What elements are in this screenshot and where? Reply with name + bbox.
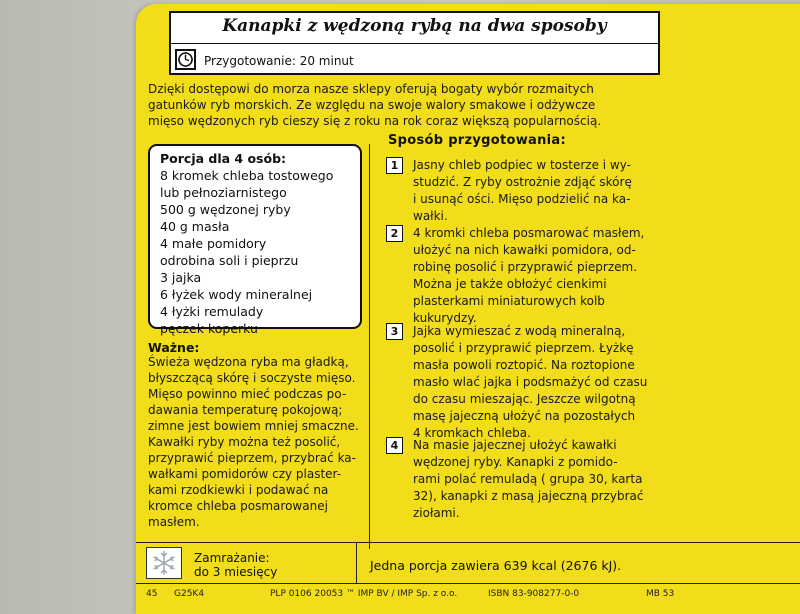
card-code: G25K4 (174, 589, 205, 599)
important-title: Ważne: (148, 340, 200, 355)
step-line: 4 kromki chleba posmarować masłem, (413, 226, 645, 240)
prep-time: Przygotowanie: 20 minut (204, 54, 354, 68)
intro-paragraph (148, 81, 648, 129)
step-number: 3 (386, 323, 403, 340)
step-text (413, 225, 653, 327)
isbn-line: ISBN 83-908277-0-0 (488, 589, 580, 599)
ingredient-item: pęczek koperku (160, 321, 258, 336)
ingredient-item: 4 małe pomidory (160, 236, 267, 251)
step-number: 4 (386, 437, 403, 454)
intro-line: Dzięki dostępowi do morza nasze sklepy oferują bogaty wybór rozmaitych (148, 82, 594, 96)
page-number: 45 (146, 589, 158, 599)
important-line: kami rzodkiewki i podawać na (148, 483, 329, 497)
step-line: Jajka wymieszać z wodą mineralną, (413, 324, 626, 338)
important-line: Kawałki ryby można też posolić, (148, 435, 341, 449)
ingredients-list (160, 167, 360, 337)
step-line: masła powoli roztopić. Na roztopione (413, 358, 635, 372)
ingredient-item: 40 g masła (160, 219, 230, 234)
ingredient-item: odrobina soli i pieprzu (160, 253, 299, 268)
recipe-card (136, 4, 800, 614)
important-line: błyszczącą skórę i soczyste mięso. (148, 371, 356, 385)
freezing-duration: do 3 miesięcy (194, 565, 278, 579)
ingredient-item: 3 jajka (160, 270, 202, 285)
column-divider (369, 144, 370, 549)
important-line: zimne jest bowiem mniej smaczne. (148, 419, 359, 433)
intro-line: mięso wędzonych ryb cieszy się z roku na rok coraz większą popularnością. (148, 114, 602, 128)
important-line: masłem. (148, 515, 200, 529)
step-line: i usunąć ości. Mięso podzielić na ka- (413, 192, 631, 206)
method-title: Sposób przygotowania: (388, 133, 567, 148)
ingredient-item: 4 łyżki remulady (160, 304, 264, 319)
footer-bar (136, 542, 800, 584)
step-line: rami polać remuladą ( grupa 30, karta (413, 472, 643, 486)
ingredient-item: lub pełnoziarnistego (160, 185, 287, 200)
step-line: 32), kanapki z masą jajeczną przybrać (413, 489, 644, 503)
snowflake-icon (146, 547, 182, 579)
freezing-info (194, 551, 277, 579)
important-line: wałkami pomidorów czy plaster- (148, 467, 342, 481)
step-line: plasterkami miniaturowych kolb (413, 294, 605, 308)
portion-calories: Jedna porcja zawiera 639 kcal (2676 kJ). (370, 558, 622, 573)
publisher-line: PLP 0106 20053 ™ IMP BV / IMP Sp. z o.o. (270, 589, 458, 599)
important-line: przyprawić pieprzem, przybrać ka- (148, 451, 356, 465)
important-line: dawania temperaturę pokojową; (148, 403, 343, 417)
step-line: masę jajeczną ułożyć na pozostałych (413, 409, 636, 423)
freezing-label: Zamrażanie: (194, 551, 270, 565)
step-line: Można je także obłożyć cienkimi (413, 277, 607, 291)
step-number: 2 (386, 225, 403, 242)
step-text (413, 323, 653, 442)
recipe-title: Kanapki z wędzoną rybą na dwa sposoby (222, 16, 607, 36)
step-line: do czasu mieszając. Jeszcze wilgotną (413, 392, 636, 406)
step-line: masło wlać jajka i podsmażyć od czasu (413, 375, 648, 389)
step-line: Jasny chleb podpiec w tosterze i wy- (413, 158, 631, 172)
intro-line: gatunków ryb morskich. Ze względu na swoje walory smakowe i odżywcze (148, 98, 596, 112)
step-text (413, 437, 653, 522)
mb-code: MB 53 (646, 589, 675, 599)
step-line: 4 kromkach chleba. (413, 426, 531, 440)
step-line: robinę posolić i przyprawić pieprzem. (413, 260, 638, 274)
ingredients-box (148, 144, 362, 336)
step-line: posolić i przyprawić pieprzem. Łyżkę (413, 341, 634, 355)
step-line: ułożyć na nich kawałki pomidora, od- (413, 243, 636, 257)
step-number: 1 (386, 157, 403, 174)
ingredients-title: Porcja dla 4 osób: (160, 151, 287, 166)
step-line: ziołami. (413, 506, 460, 520)
step-line: wałki. (413, 209, 448, 223)
step-line: studzić. Z ryby ostrożnie zdjąć skórę (413, 175, 632, 189)
ingredient-item: 8 kromek chleba tostowego (160, 168, 334, 183)
title-divider (171, 43, 658, 44)
important-line: kromce chleba posmarowanej (148, 499, 328, 513)
important-line: Świeża wędzona ryba ma gładką, (148, 355, 349, 369)
title-box (169, 11, 660, 75)
step-line: wędzonej ryby. Kanapki z pomido- (413, 455, 618, 469)
clock-icon (175, 49, 196, 70)
ingredient-item: 6 łyżek wody mineralnej (160, 287, 313, 302)
ingredient-item: 500 g wędzonej ryby (160, 202, 291, 217)
step-line: Na masie jajecznej ułożyć kawałki (413, 438, 617, 452)
important-note (148, 354, 363, 530)
step-line: kukurydzy. (413, 311, 477, 325)
step-text (413, 157, 653, 225)
footer-divider (356, 543, 357, 583)
important-line: Mięso powinno mieć podczas po- (148, 387, 347, 401)
